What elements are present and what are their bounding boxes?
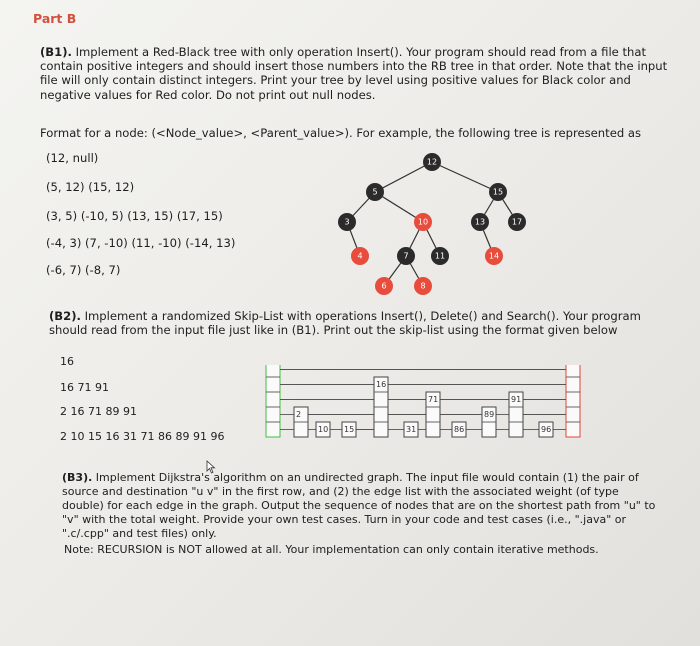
tree-node-13 (471, 213, 489, 231)
tree-node-8 (414, 277, 432, 295)
tree-node-label: 8 (420, 281, 426, 291)
tree-node-10 (414, 213, 432, 231)
tree-node-label: 11 (434, 251, 446, 261)
skiplist-level-1: 16 71 91 (60, 381, 109, 394)
tree-node-label: 15 (492, 187, 504, 197)
tree-level-0: (12, null) (46, 151, 99, 165)
tree-node-label: 5 (372, 187, 378, 197)
skiplist-key-label: 15 (344, 425, 355, 434)
skiplist-key-label: 10 (318, 425, 329, 434)
tree-edge (375, 162, 432, 192)
tree-node-label: 17 (511, 217, 523, 227)
b1-paragraph (40, 45, 680, 102)
tree-node-4 (351, 247, 369, 265)
b1-label: (B1). (40, 45, 72, 59)
skiplist-key-label: 16 (376, 380, 387, 389)
tree-node-label: 4 (357, 251, 363, 261)
tree-level-1: (5, 12) (15, 12) (46, 180, 135, 194)
tree-level-2: (3, 5) (-10, 5) (13, 15) (17, 15) (46, 209, 223, 223)
b3-label: (B3). (62, 471, 93, 484)
skiplist-level-2: 2 16 71 89 91 (60, 405, 137, 418)
skiplist-tail (566, 365, 580, 437)
skiplist-key-label: 96 (541, 425, 552, 434)
skiplist-key-label: 31 (406, 425, 417, 434)
b2-label: (B2). (49, 309, 81, 323)
tree-node-label: 12 (426, 157, 438, 167)
part-title: Part B (33, 11, 77, 26)
skiplist-key-label: 71 (428, 395, 439, 404)
tree-edge (432, 162, 498, 192)
tree-node-6 (375, 277, 393, 295)
skiplist-head (266, 365, 280, 437)
tree-node-label: 14 (488, 251, 500, 261)
skiplist-key-label: 2 (296, 410, 302, 419)
tree-node-15 (489, 183, 507, 201)
b3-paragraph (62, 471, 662, 541)
skiplist-key-label: 91 (511, 395, 522, 404)
format-line: Format for a node: (<Node_value>, <Parent_value>). For example, the following tree is represented as (40, 126, 642, 140)
tree-node-label: 6 (381, 281, 387, 291)
tree-node-7 (397, 247, 415, 265)
tree-node-14 (485, 247, 503, 265)
tree-node-11 (431, 247, 449, 265)
b2-text: Implement a randomized Skip-List with operations Insert(), Delete() and Search(). Your program should read from the input file just like in (B1). Print out the skip-list using the format given below (49, 309, 641, 338)
tree-node-label: 13 (474, 217, 486, 227)
skiplist-key-label: 86 (454, 425, 465, 434)
skiplist-level-0: 16 (60, 355, 74, 368)
tree-level-3: (-4, 3) (7, -10) (11, -10) (-14, 13) (46, 236, 236, 250)
tree-node-label: 3 (344, 217, 350, 227)
tree-node-17 (508, 213, 526, 231)
tree-level-4: (-6, 7) (-8, 7) (46, 263, 121, 277)
b2-paragraph (49, 309, 679, 337)
tree-node-label: 7 (403, 251, 409, 261)
note-text: Note: RECURSION is NOT allowed at all. Your implementation can only contain iterative methods. (64, 543, 599, 556)
tree-node-3 (338, 213, 356, 231)
skiplist-level-3: 2 10 15 16 31 71 86 89 91 96 (60, 430, 225, 443)
tree-node-label: 10 (417, 217, 429, 227)
tree-node-12 (423, 153, 441, 171)
b1-text: Implement a Red-Black tree with only operation Insert(). Your program should read from a file that contain positive integers and should insert those numbers into the RB tree in that order. Note that the input file will only contain distinct integers. Print your tree by level using positive values for Black color and negative values for Red color. Do not print out null nodes. (40, 45, 668, 102)
b3-text: Implement Dijkstra's algorithm on an undirected graph. The input file would contain (1) the pair of source and destination "u v" in the first row, and (2) the edge list with the associated weight (of type double) for each edge in the graph. Output the sequence of nodes that are on the shortest path from "u" to "v" with the total weight. Provide your own test cases. Turn in your code and test cases (i.e., ".java" or ".c/.cpp" and test files) only. (62, 471, 656, 540)
tree-node-5 (366, 183, 384, 201)
skiplist-diagram (264, 365, 584, 445)
skiplist-key-label: 89 (484, 410, 495, 419)
rb-tree-diagram (320, 146, 540, 296)
